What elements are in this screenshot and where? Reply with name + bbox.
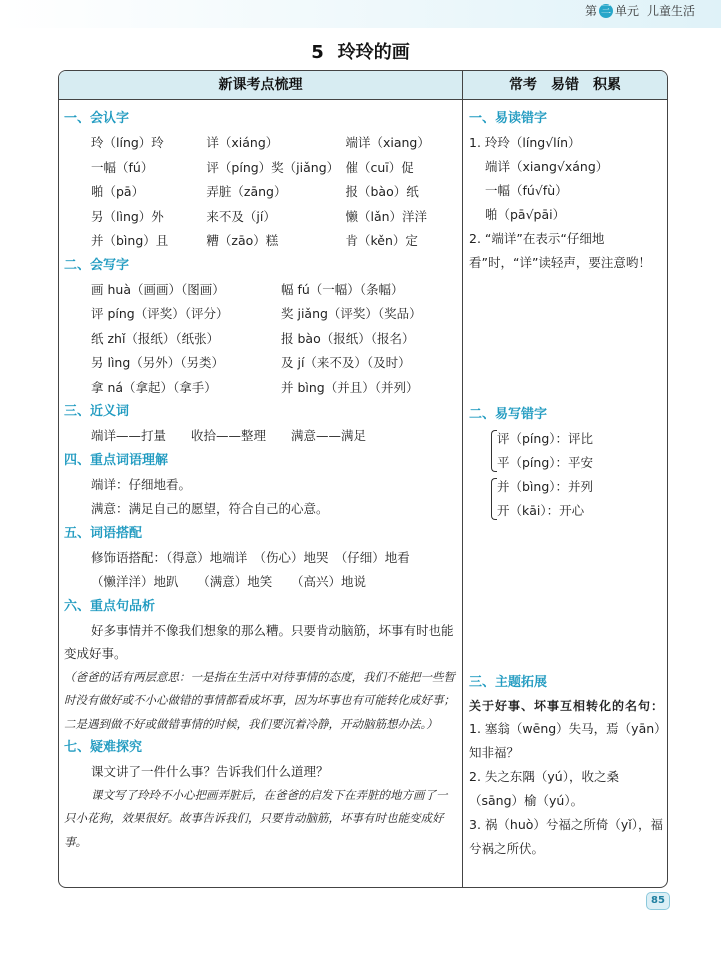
section-heading: 二、易写错字 bbox=[469, 407, 548, 422]
unit-prefix: 第 bbox=[584, 4, 597, 18]
write-entry: 奖 jiǎng（评奖）（奖品） bbox=[281, 306, 422, 321]
right-panel-title: 常考 易错 积累 bbox=[463, 71, 667, 100]
char-row bbox=[64, 180, 459, 205]
page-number: 85 bbox=[646, 892, 670, 910]
write-entry: 纸 zhǐ（报纸）（纸张） bbox=[91, 330, 220, 346]
miswrite-item: 开（kāi）：开心 bbox=[497, 503, 585, 518]
brace-mark bbox=[491, 430, 497, 472]
write-row bbox=[64, 351, 459, 376]
section-heading: 五、词语搭配 bbox=[64, 525, 143, 541]
misread-item: 啪（pā√pāi） bbox=[485, 207, 566, 222]
collocation-line: （懒洋洋）地趴 （满意）地笑 （高兴）地说 bbox=[91, 574, 367, 589]
synonym-line: 端详——打量 收拾——整理 满意——满足 bbox=[91, 428, 367, 443]
miswrite-group bbox=[469, 427, 664, 475]
char-row bbox=[64, 131, 459, 156]
miswrite-group bbox=[469, 475, 664, 523]
write-row bbox=[64, 327, 459, 352]
spacer bbox=[469, 523, 664, 671]
miswrite-item: 平（píng）：平安 bbox=[497, 455, 594, 470]
unit-suffix: 单元 bbox=[614, 4, 639, 18]
unit-label bbox=[585, 2, 695, 19]
section-heading: 一、易读错字 bbox=[469, 111, 548, 126]
lesson-title bbox=[0, 38, 721, 64]
brace-mark bbox=[491, 478, 497, 520]
proverb-item: 1. 塞翁（wēng）失马，焉（yān）知非福？ bbox=[469, 721, 661, 760]
write-entry: 报 bào（报纸）（报名） bbox=[281, 330, 415, 346]
proverb-item: 3. 祸（huò）兮福之所倚（yǐ），福兮祸之所伏。 bbox=[469, 817, 664, 856]
lesson-number: 5 bbox=[311, 42, 324, 63]
left-panel bbox=[64, 107, 459, 854]
misread-note: 2. “端详”在表示“仔细地看”时，“详”读轻声，要注意哟！ bbox=[469, 231, 651, 270]
write-entry: 另 lìng（另外）（另类） bbox=[91, 355, 225, 370]
char-entry: 催（cuī）促 bbox=[345, 159, 414, 175]
char-entry: 弄脏（zāng） bbox=[206, 184, 287, 199]
char-entry: 评（píng）奖（jiǎng） bbox=[206, 159, 340, 175]
char-entry: 懒（lǎn）洋洋 bbox=[345, 208, 428, 224]
write-entry: 拿 ná（拿起）（拿手） bbox=[91, 379, 217, 395]
char-row bbox=[64, 205, 459, 230]
section-heading: 三、主题拓展 bbox=[469, 675, 548, 690]
char-entry: 肯（kěn）定 bbox=[345, 233, 418, 248]
write-row bbox=[64, 302, 459, 327]
char-row bbox=[64, 156, 459, 181]
theme-lead: 关于好事、坏事互相转化的名句： bbox=[469, 699, 665, 713]
key-sentence: 好多事情并不像我们想象的那么糟。只要肯动脑筋，坏事有时也能变成好事。 bbox=[64, 622, 454, 661]
sentence-analysis: （爸爸的话有两层意思：一是指在生活中对待事情的态度，我们不能把一些暂时没有做好或不小心做错的事情都看成坏事，因为坏事也有可能转化成好事；二是遇到做不好或做错事情的时候，我们要沉着冷静，开动脑筋想办法。） bbox=[64, 669, 455, 731]
misread-item: 端详（xiang√xáng） bbox=[485, 159, 609, 174]
misread-item: 一幅（fú√fù） bbox=[485, 183, 568, 198]
write-entry: 并 bìng（并且）（并列） bbox=[281, 379, 419, 395]
lesson-name: 玲玲的画 bbox=[337, 42, 410, 63]
char-entry: 报（bào）纸 bbox=[345, 184, 419, 199]
write-entry: 幅 fú（一幅）（条幅） bbox=[281, 281, 404, 297]
char-row bbox=[64, 229, 459, 254]
section-heading: 七、疑难探究 bbox=[64, 740, 143, 755]
char-entry: 详（xiáng） bbox=[206, 135, 279, 150]
right-panel bbox=[469, 107, 664, 861]
write-row bbox=[64, 376, 459, 401]
char-entry: 另（lìng）外 bbox=[91, 208, 164, 224]
inquiry-question: 课文讲了一件什么事？告诉我们什么道理？ bbox=[91, 764, 329, 779]
write-row bbox=[64, 278, 459, 303]
inquiry-answer: 课文写了玲玲不小心把画弄脏后，在爸爸的启发下在弄脏的地方画了一只小花狗，效果很好。故事告诉我们，只要肯动脑筋，坏事有时也能变成好事。 bbox=[64, 787, 448, 849]
char-entry: 啪（pā） bbox=[91, 184, 145, 199]
section-heading: 三、近义词 bbox=[64, 404, 130, 419]
char-entry: 一幅（fú） bbox=[91, 159, 154, 175]
word-explanation: 端详：仔细地看。 bbox=[91, 476, 192, 492]
section-heading: 二、会写字 bbox=[64, 257, 130, 273]
char-entry: 来不及（jí） bbox=[206, 208, 276, 224]
left-panel-title: 新课考点梳理 bbox=[59, 71, 462, 100]
char-entry: 并（bìng）且 bbox=[91, 233, 169, 248]
word-explanation: 满意：满足自己的愿望，符合自己的心意。 bbox=[91, 501, 329, 516]
write-entry: 评 píng（评奖）（评分） bbox=[91, 306, 229, 321]
column-divider bbox=[462, 71, 463, 887]
miswrite-item: 评（píng）：评比 bbox=[497, 431, 594, 446]
content-frame bbox=[58, 70, 668, 888]
misread-item: 1. 玲玲（líng√lín） bbox=[469, 135, 581, 150]
write-entry: 画 huà（画画）（图画） bbox=[91, 281, 225, 297]
char-entry: 玲（líng）玲 bbox=[91, 135, 164, 150]
section-heading: 四、重点词语理解 bbox=[64, 452, 169, 468]
spacer bbox=[469, 275, 664, 403]
unit-number-badge: 三 bbox=[600, 4, 611, 16]
char-entry: 糟（zāo）糕 bbox=[206, 233, 279, 248]
unit-theme: 儿童生活 bbox=[646, 4, 695, 18]
char-entry: 端详（xiang） bbox=[345, 135, 430, 150]
write-entry: 及 jí（来不及）（及时） bbox=[281, 355, 411, 370]
section-heading: 一、会认字 bbox=[64, 111, 130, 126]
section-heading: 六、重点句品析 bbox=[64, 598, 156, 614]
proverb-item: 2. 失之东隅（yú），收之桑（sāng）榆（yú）。 bbox=[469, 769, 619, 808]
miswrite-item: 并（bìng）：并列 bbox=[497, 479, 594, 494]
collocation-line: 修饰语搭配：（得意）地端详 （伤心）地哭 （仔细）地看 bbox=[91, 549, 410, 565]
